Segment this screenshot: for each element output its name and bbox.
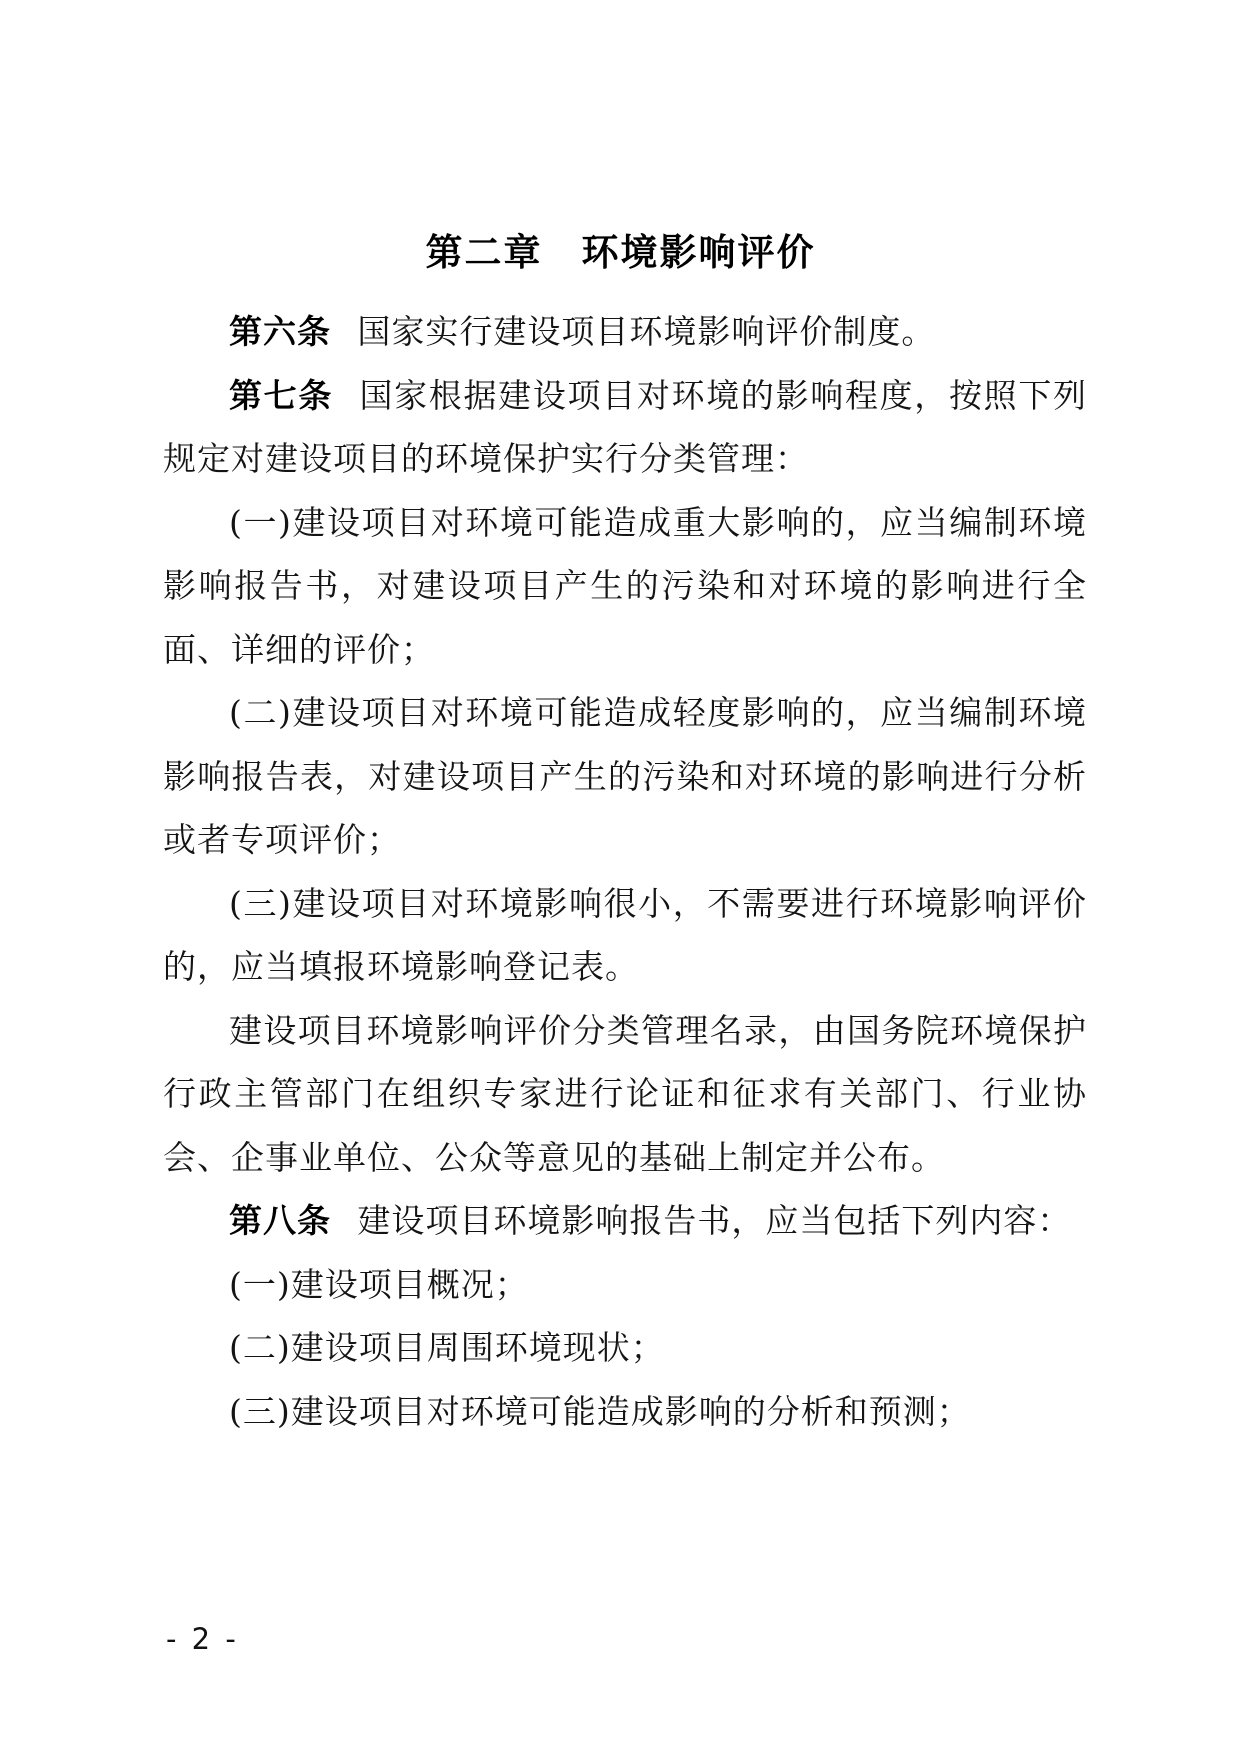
paragraph-text: 建设项目环境影响评价分类管理名录，由国务院环境保护行政主管部门在组织专家进行论证和征求有关部门、行业协会、企事业单位、公众等意见的基础上制定并公布。 [163, 1010, 1087, 1177]
document-body [163, 300, 1087, 1443]
page-number: - 2 - [166, 1622, 239, 1656]
paragraph-catalog [163, 999, 1087, 1190]
paragraph-article-7 [163, 364, 1087, 491]
paragraph-text: (一)建设项目概况； [229, 1264, 529, 1304]
paragraph-text: (二)建设项目对环境可能造成轻度影响的，应当编制环境影响报告表，对建设项目产生的污染和对环境的影响进行分析或者专项评价； [163, 693, 1087, 859]
paragraph-article-6 [163, 300, 1087, 364]
paragraph-text: (二)建设项目周围环境现状； [229, 1328, 665, 1367]
paragraph-item-3 [163, 872, 1087, 999]
paragraph-report-item-3 [163, 1380, 1087, 1444]
paragraph-report-item-2 [163, 1316, 1087, 1380]
paragraph-text: 国家实行建设项目环境影响评价制度。 [357, 312, 936, 351]
paragraph-text: (三)建设项目对环境影响很小，不需要进行环境影响评价的，应当填报环境影响登记表。 [163, 883, 1087, 986]
paragraph-item-1 [163, 491, 1087, 682]
paragraph-text: 国家根据建设项目对环境的影响程度，按照下列规定对建设项目的环境保护实行分类管理： [163, 375, 1088, 478]
article-number-label: 第六条 [229, 312, 331, 351]
paragraph-text: 建设项目环境影响报告书，应当包括下列内容： [357, 1201, 1072, 1240]
paragraph-text: (三)建设项目对环境可能造成影响的分析和预测； [229, 1391, 971, 1431]
chapter-title: 第二章 环境影响评价 [425, 231, 816, 274]
article-number-label: 第七条 [229, 375, 334, 415]
paragraph-text: (一)建设项目对环境可能造成重大影响的，应当编制环境影响报告书，对建设项目产生的污染和对环境的影响进行全面、详细的评价； [163, 502, 1087, 669]
paragraph-item-2 [163, 681, 1087, 872]
paragraph-article-8 [163, 1189, 1087, 1253]
article-number-label: 第八条 [229, 1201, 331, 1240]
paragraph-report-item-1 [163, 1253, 1087, 1317]
